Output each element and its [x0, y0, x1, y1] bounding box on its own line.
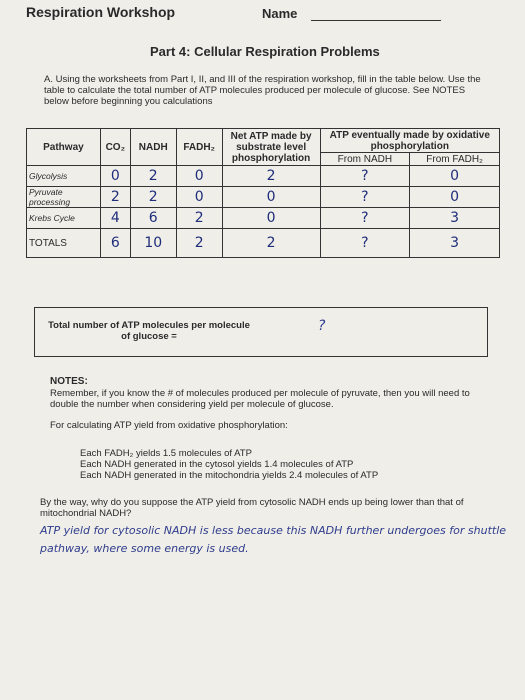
cell-nadh: 2: [130, 166, 176, 187]
header-fadh2: FADH₂: [176, 129, 222, 166]
cell-fadh2: 0: [176, 166, 222, 187]
header-atp-oxidative: ATP eventually made by oxidative phosphorylation: [320, 129, 499, 153]
row-label: Glycolysis: [27, 166, 101, 187]
notes-body: Remember, if you know the # of molecules produced per molecule of pyruvate, then you will need to double the number when considering yield per molecule of glucose.: [50, 388, 470, 410]
part-title: Part 4: Cellular Respiration Problems: [150, 44, 380, 59]
row-label: Pyruvate processing: [27, 187, 101, 208]
total-net-atp: 2: [222, 229, 320, 258]
table-row: [27, 187, 500, 208]
table-row: [27, 208, 500, 229]
cell-nadh: 2: [130, 187, 176, 208]
total-co2: 6: [100, 229, 130, 258]
name-line: [311, 20, 441, 21]
header-nadh: NADH: [130, 129, 176, 166]
cell-from-fadh2: 0: [410, 187, 500, 208]
header-co2: CO₂: [100, 129, 130, 166]
cell-fadh2: 2: [176, 208, 222, 229]
totals-row: [27, 229, 500, 258]
cell-net-atp: 0: [222, 187, 320, 208]
cell-co2: 4: [100, 208, 130, 229]
calc-line-mito: Each NADH generated in the mitochondria yields 2.4 molecules of ATP: [80, 470, 379, 481]
total-fadh2: 2: [176, 229, 222, 258]
cell-net-atp: 0: [222, 208, 320, 229]
cell-co2: 2: [100, 187, 130, 208]
instructions: A. Using the worksheets from Part I, II, and III of the respiration workshop, fill in the table below. Use the table to calculate the total number of ATP molecules produced per molecule of glucose. See NOTES below before beginning you calculations: [44, 74, 481, 107]
calc-heading: For calculating ATP yield from oxidative phosphorylation:: [50, 420, 288, 431]
cell-from-nadh: ?: [320, 166, 410, 187]
table-row: [27, 166, 500, 187]
cell-from-fadh2: 0: [410, 166, 500, 187]
cell-from-nadh: ?: [320, 187, 410, 208]
header-pathway: Pathway: [27, 129, 101, 166]
header-net-atp: Net ATP made by substrate level phosphorylation: [222, 129, 320, 166]
cell-from-nadh: ?: [320, 208, 410, 229]
total-atp-value: ?: [318, 318, 326, 334]
totals-label: TOTALS: [27, 229, 101, 258]
total-nadh: 10: [130, 229, 176, 258]
notes-heading: NOTES:: [50, 376, 88, 387]
cell-co2: 0: [100, 166, 130, 187]
question: By the way, why do you suppose the ATP yield from cytosolic NADH ends up being lower than that of mitochondrial NADH?: [40, 497, 464, 519]
total-from-fadh2: 3: [410, 229, 500, 258]
calc-line-fadh2: Each FADH₂ yields 1.5 molecules of ATP: [80, 448, 252, 459]
table-header-row: [27, 129, 500, 153]
worksheet-title: Respiration Workshop: [26, 4, 176, 20]
cell-net-atp: 2: [222, 166, 320, 187]
cell-from-fadh2: 3: [410, 208, 500, 229]
row-label: Krebs Cycle: [27, 208, 101, 229]
handwritten-answer: ATP yield for cytosolic NADH is less because this NADH further undergoes for shuttle pathway, where some energy is used.: [40, 524, 507, 555]
total-from-nadh: ?: [320, 229, 410, 258]
atp-table: [26, 128, 500, 258]
cell-fadh2: 0: [176, 187, 222, 208]
name-label: Name: [262, 6, 298, 21]
header-from-fadh2: From FADH₂: [410, 153, 500, 166]
header-from-nadh: From NADH: [320, 153, 410, 166]
total-atp-label: Total number of ATP molecules per molecule of glucose =: [48, 320, 250, 342]
cell-nadh: 6: [130, 208, 176, 229]
calc-line-cytosol: Each NADH generated in the cytosol yields 1.4 molecules of ATP: [80, 459, 354, 470]
